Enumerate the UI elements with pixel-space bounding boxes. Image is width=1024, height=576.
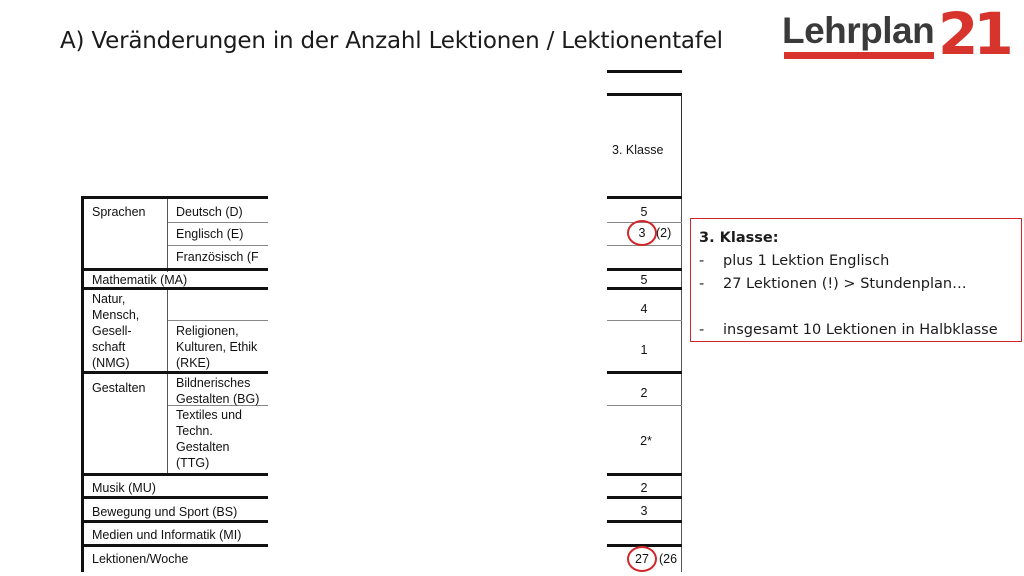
rule-r-rke — [607, 371, 682, 374]
column-top-border — [607, 70, 682, 73]
rule-rke — [82, 371, 268, 374]
row-label-total: Lektionen/Woche — [92, 552, 189, 566]
sprachen-divider — [167, 198, 168, 272]
row-label-mathematik: Mathematik (MA) — [92, 273, 188, 287]
row-label-musik: Musik (MU) — [92, 481, 156, 495]
note-item — [699, 273, 1013, 296]
value-englisch-old: (2) — [656, 226, 672, 240]
rule-musik — [82, 496, 268, 499]
row-label-deutsch: Deutsch (D) — [176, 205, 243, 219]
rule-r-top — [607, 196, 682, 199]
note-dash: - — [699, 276, 705, 292]
row-label-gestalten: Gestalten — [92, 381, 146, 395]
rule-r-musik — [607, 496, 682, 499]
row-label-franzoesisch: Französisch (F — [176, 250, 259, 264]
note-box — [690, 218, 1022, 342]
row-label-bs: Bewegung und Sport (BS) — [92, 505, 238, 519]
row-label-nmg: Natur, Mensch, Gesell- schaft (NMG) — [92, 292, 140, 370]
column-header-label: 3. Klasse — [612, 143, 664, 157]
column-header-border — [607, 93, 682, 96]
note-spacer — [699, 296, 1013, 319]
row-label-englisch: Englisch (E) — [176, 227, 244, 241]
row-label-rke: Religionen, Kulturen, Ethik (RKE) — [176, 324, 258, 370]
rule-gestalten — [82, 473, 268, 476]
value-nmg: 4 — [640, 302, 648, 316]
table-right-border — [681, 196, 682, 572]
note-dash: - — [699, 322, 705, 338]
rule-nmg — [168, 320, 268, 321]
rule-englisch — [168, 245, 268, 246]
value-deutsch: 5 — [640, 205, 648, 219]
column-header-right-border — [681, 95, 682, 198]
note-heading: 3. Klasse: — [699, 230, 779, 246]
logo-word: Lehrplan — [782, 10, 935, 51]
rule-sprachen — [82, 268, 268, 271]
logo-number: 21 — [938, 0, 1009, 68]
highlight-circle-total — [627, 546, 657, 572]
rule-r-sprachen — [607, 268, 682, 271]
value-bs: 3 — [640, 504, 648, 518]
value-rke: 1 — [640, 343, 648, 357]
note-item — [699, 319, 1013, 342]
logo-bar — [784, 52, 934, 59]
value-musik: 2 — [640, 481, 648, 495]
table-left-border — [81, 196, 84, 572]
lehrplan21-logo — [782, 0, 1009, 68]
value-mathematik: 5 — [640, 273, 648, 287]
value-ttg: 2* — [640, 434, 652, 448]
rule-r-bg — [607, 405, 682, 406]
note-item-text: insgesamt 10 Lektionen in Halbklasse — [723, 322, 998, 338]
rule-bs — [82, 520, 268, 523]
note-item-text: 27 Lektionen (!) > Stundenplan… — [723, 276, 967, 292]
highlight-circle-englisch — [627, 220, 657, 246]
row-label-ttg: Textiles und Techn. Gestalten (TTG) — [176, 408, 243, 470]
row-label-bg: Bildnerisches Gestalten (BG) — [176, 376, 260, 406]
note-item — [699, 250, 1013, 273]
value-total: 27 — [635, 552, 649, 566]
value-englisch: 3 — [638, 226, 646, 240]
row-label-mi: Medien und Informatik (MI) — [92, 528, 242, 542]
note-dash: - — [699, 253, 705, 269]
rule-r-mathematik — [607, 287, 682, 290]
rule-r-bs — [607, 520, 682, 523]
rule-r-nmg — [607, 320, 682, 321]
value-bg: 2 — [640, 386, 648, 400]
rule-r-gestalten — [607, 473, 682, 476]
value-total-old: (26 — [659, 552, 678, 566]
rule-mi — [82, 544, 268, 547]
nmg-divider — [167, 289, 168, 371]
rule-top — [82, 196, 268, 199]
gestalten-divider — [167, 373, 168, 473]
row-label-sprachen: Sprachen — [92, 205, 146, 219]
rule-deutsch — [168, 222, 268, 223]
note-item-text: plus 1 Lektion Englisch — [723, 253, 890, 269]
slide-title: A) Veränderungen in der Anzahl Lektionen / Lektionentafel — [60, 28, 723, 54]
